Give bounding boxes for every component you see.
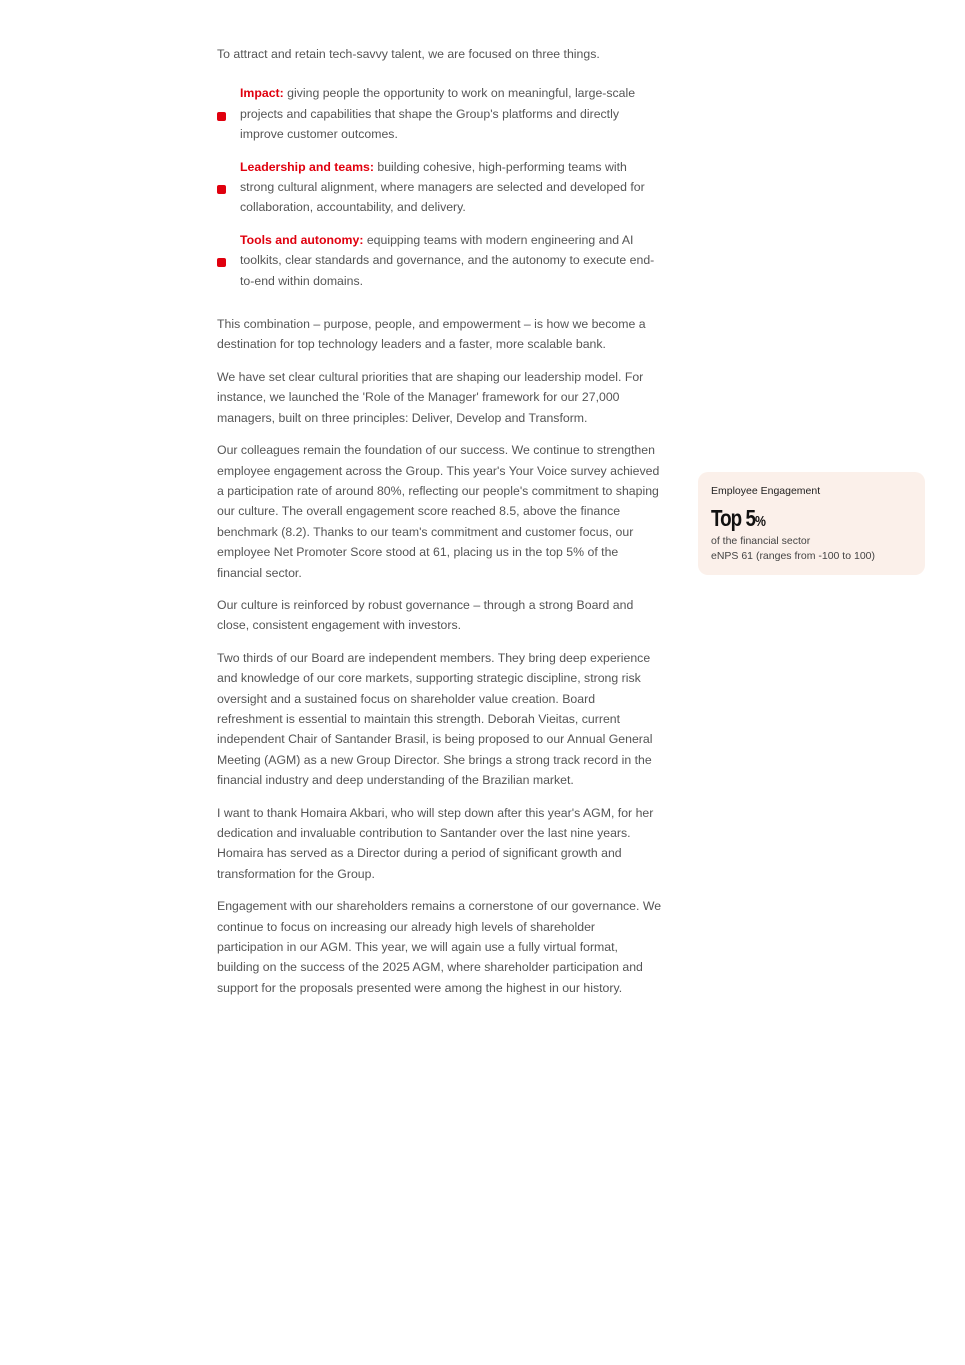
employee-engagement-card bbox=[698, 472, 925, 575]
focus-list bbox=[217, 83, 663, 291]
body-paragraph: This combination – purpose, people, and empowerment – is how we become a destination for top technology leaders and a faster, more scalable bank. bbox=[217, 317, 646, 352]
main-text-column bbox=[217, 44, 663, 1010]
list-item bbox=[217, 83, 663, 144]
body-paragraph: We have set clear cultural priorities that are shaping our leadership model. For instance, we launched the 'Role of the Manager' framework for our 27,000 managers, built on three principles: Deliver, Develop and Transform. bbox=[217, 369, 644, 425]
bullet-lead: Impact: bbox=[240, 86, 284, 101]
card-big-value bbox=[711, 506, 876, 534]
intro-paragraph: To attract and retain tech-savvy talent, we are focused on three things. bbox=[217, 47, 600, 61]
card-caption: of the financial sector bbox=[711, 535, 811, 547]
bullet-lead: Tools and autonomy: bbox=[240, 232, 364, 247]
card-value: Top 5 bbox=[711, 505, 755, 531]
bullet-text: giving people the opportunity to work on meaningful, large-scale projects and capabilities that shape the Group's platforms and directly improve customer outcomes. bbox=[240, 86, 636, 142]
bullet-text: equipping teams with modern engineering and AI toolkits, clear standards and governance, and the autonomy to execute end-to-end within domains. bbox=[240, 232, 655, 288]
bullet-text: building cohesive, high-performing teams with strong cultural alignment, where managers are selected and developed for collaboration, accountability, and delivery. bbox=[240, 159, 645, 215]
list-item bbox=[217, 157, 663, 218]
red-square-bullet-icon bbox=[217, 185, 226, 194]
body-paragraph: Engagement with our shareholders remains a cornerstone of our governance. We continue to focus on increasing our already high levels of shareholder participation in our AGM. This year, we will again use a fully virtual format, building on the success of the 2025 AGM, where shareholder participation and support for the proposals presented were among the highest in our history. bbox=[217, 899, 662, 995]
red-square-bullet-icon bbox=[217, 258, 226, 267]
body-paragraph: Our colleagues remain the foundation of our success. We continue to strengthen employee engagement across the Group. This year's Your Voice survey achieved a participation rate of around 80%, reflecting our people's commitment to shaping our culture. The overall engagement score reached 8.5, above the finance benchmark (8.2). Thanks to our team's commitment and customer focus, our employee Net Promoter Score stood at 61, placing us in the top 5% of the financial sector. bbox=[217, 443, 660, 580]
body-paragraph: I want to thank Homaira Akbari, who will step down after this year's AGM, for her dedication and invaluable contribution to Santander over the last nine years. Homaira has served as a Director during a period of significant growth and transformation for the Group. bbox=[217, 805, 654, 881]
list-item bbox=[217, 230, 663, 291]
card-title: Employee Engagement bbox=[711, 485, 821, 497]
red-square-bullet-icon bbox=[217, 112, 226, 121]
card-caption-enps: eNPS 61 (ranges from -100 to 100) bbox=[711, 550, 876, 562]
card-unit: % bbox=[754, 513, 766, 530]
bullet-lead: Leadership and teams: bbox=[240, 159, 374, 174]
body-paragraph: Our culture is reinforced by robust governance – through a strong Board and close, consistent engagement with investors. bbox=[217, 597, 634, 633]
body-paragraph: Two thirds of our Board are independent members. They bring deep experience and knowledge of our core markets, supporting strategic discipline, strong risk oversight and a sustained focus on shareholder value creation. Board refreshment is essential to maintain this strength. Deborah Vieitas, current independent Chair of Santander Brasil, is being proposed to our Annual General Meeting (AGM) as a new Group Director. She brings a strong track record in the financial industry and deep understanding of the Brazilian market. bbox=[217, 650, 653, 788]
